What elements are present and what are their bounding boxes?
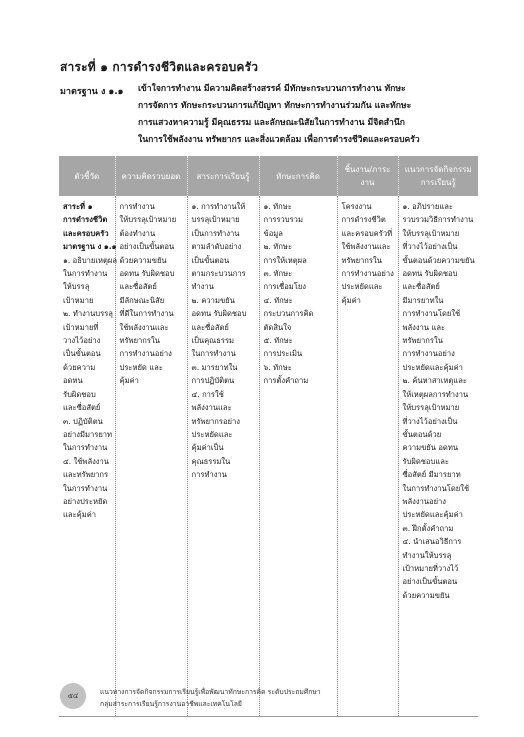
header-activities: [398, 156, 478, 196]
header-text: การเรียนรู้: [214, 171, 250, 181]
cell-line: การทำงานอย่าง: [341, 269, 394, 279]
cell-line: ในการทำงานโดยใช้: [402, 483, 470, 493]
cell-line: ประหยัดและคุ้มค่า: [402, 362, 463, 372]
cell-line: ประหยัดและ: [191, 429, 233, 439]
cell-line: และครอบครัวที่: [341, 228, 393, 238]
cell-line: ๒. ทำงานบรรลุ: [63, 309, 113, 319]
cell-line: การทำงาน: [191, 470, 227, 480]
standard-line: การแสวงหาความรู้ มีคุณธรรม และลักษณะนิสัยในการทำงาน มีจิตสำนึก: [138, 118, 405, 128]
cell-line: การดำรงชีวิต: [341, 215, 386, 225]
cell-line: ขั้นตอนด้วยความขยัน: [402, 255, 475, 265]
cell-line: ให้เหตุผลการทำงาน: [402, 389, 469, 399]
cell-line: พลังงานอย่าง: [402, 496, 447, 506]
cell-line: มีลักษณะนิสัย: [119, 295, 165, 305]
cell-line: และซื่อสัตย์: [402, 282, 440, 292]
strand-title: สาระที่ ๑ การดำรงชีวิตและครอบครัว: [60, 60, 259, 74]
cell-line: ๒. ความขยัน: [191, 295, 235, 305]
cell-line: อดทน รับผิดชอบ: [402, 269, 458, 279]
cell-line: ๑. อธิบายเหตุผล: [63, 255, 118, 265]
cell-line: เป็นขั้นตอน: [191, 255, 230, 265]
cell-line: ให้บรรลุเป้าหมาย: [402, 403, 460, 413]
cell-line: การทำงานอย่าง: [402, 349, 455, 359]
cell-line: ที่ดีในการทำงาน: [119, 309, 174, 319]
cell-line: ข้อมูล: [263, 228, 283, 238]
cell-line: ทรัพยากรใน: [341, 255, 382, 265]
cell-line: สาระที่ ๑: [63, 202, 93, 211]
standard-label: มาตรฐาน ง ๑.๑: [60, 87, 124, 97]
cell-line: ใช้พลังงานและ: [119, 322, 169, 332]
cell-line: มาตรฐาน ง ๑.๑: [63, 242, 117, 252]
cell-line: ด้วยความขยัน: [402, 590, 450, 600]
cell-line: ให้บรรลุเป้าหมาย: [402, 228, 460, 238]
cell-line: วางไว้อย่าง: [63, 336, 101, 346]
cell-line: ๑. การทำงานให้: [191, 202, 246, 211]
cell-line: การเชื่อมโยง: [263, 282, 306, 292]
header-learning-content: [187, 156, 259, 196]
header-text: ภาระงาน: [360, 165, 391, 187]
cell-line: อย่างประหยัด: [63, 496, 108, 506]
header-workpiece: [337, 156, 398, 196]
cell-line: ตามกระบวนการ: [191, 269, 246, 279]
cell-line: ความขยัน อดทน: [402, 443, 459, 453]
cell-line: พลังงาน และ: [402, 322, 446, 332]
cell-line: ใช้พลังงานและ: [341, 242, 391, 252]
cell-line: เป็นการทำงาน: [191, 228, 240, 238]
cell-line: ทรัพยากรใน: [402, 336, 443, 346]
cell-line: ๒. ทักษะ: [263, 242, 293, 252]
cell-line: อย่างเป็นขั้นตอน: [402, 577, 458, 587]
curriculum-table: [59, 156, 478, 717]
cell-line: ในการทำงาน: [191, 349, 236, 359]
cell-line: ๒. ค้นหาสาเหตุและ: [402, 376, 467, 386]
cell-line: ที่วางไว้อย่างเป็น: [402, 242, 458, 252]
learning-content-cell: [187, 196, 259, 717]
cell-line: ซื่อสัตย์ มีมารยาท: [402, 470, 461, 480]
activities-cell: [398, 196, 478, 717]
header-thinking-skills: [259, 156, 337, 196]
cell-line: ๖. ทักษะ: [263, 362, 292, 372]
cell-line: ในการทำงาน: [63, 443, 108, 453]
cell-line: อย่างเป็นขั้นตอน: [119, 242, 175, 252]
cell-line: และซื่อสัตย์: [191, 322, 229, 332]
cell-line: บรรลุเป้าหมาย: [191, 215, 240, 225]
cell-line: เป็นคุณธรรม: [191, 336, 235, 346]
cell-line: ในการทำงาน: [63, 269, 108, 279]
cell-line: การทำงานโดยใช้: [402, 309, 461, 319]
cell-line: ๑. อภิปรายและ: [402, 202, 453, 211]
cell-line: ประหยัด และ: [119, 362, 163, 372]
header-text: สาระ: [196, 171, 215, 181]
cell-line: รับผิดชอบ: [63, 389, 96, 399]
cell-line: การปฏิบัติตน: [191, 376, 235, 386]
cell-line: ๓. ทักษะ: [263, 269, 293, 279]
cell-line: โครงงาน: [341, 202, 372, 211]
cell-line: ที่วางไว้อย่างเป็น: [402, 416, 458, 426]
cell-line: ทรัพยากรใน: [119, 336, 160, 346]
workpiece-cell: [337, 196, 398, 717]
cell-line: และครอบครัว: [63, 228, 109, 238]
cell-line: ๓. ฝึกตั้งคำถาม: [402, 523, 454, 533]
header-text: แนวการจัด: [404, 165, 444, 174]
concept-cell: [115, 196, 187, 717]
cell-line: คุ้มค่า: [341, 295, 361, 305]
footer-line: กลุ่มสาระการเรียนรู้การงานอาชีพและเทคโนโลยี: [100, 700, 242, 708]
standard-line: ในการใช้พลังงาน ทรัพยากร และสิ่งแวดล้อม เพื่อการดำรงชีวิตและครอบครัว: [138, 135, 420, 145]
cell-line: และคุ้มค่า: [63, 510, 97, 520]
cell-line: ด้วยความ: [63, 362, 96, 372]
cell-line: เป้าหมายที่วางไว้: [402, 563, 459, 573]
cell-line: ๔. ใช้พลังงาน: [63, 456, 109, 466]
cell-line: ตัดสินใจ: [263, 322, 292, 332]
standard-line: การจัดการ ทักษะกระบวนการแก้ปัญหา ทักษะการทำงานร่วมกัน และทักษะ: [138, 101, 412, 111]
cell-line: ในการทำงาน: [63, 483, 108, 493]
cell-line: เป้าหมายที่: [63, 322, 99, 332]
cell-line: มีมารยาทใน: [402, 295, 444, 305]
header-text: ความคิด: [121, 171, 152, 181]
cell-line: ทำงาน: [191, 282, 214, 292]
header-text: รวบยอด: [151, 171, 181, 181]
cell-line: การให้เหตุผล: [263, 255, 307, 265]
cell-line: การทำงานอย่าง: [119, 349, 172, 359]
cell-line: ขั้นตอนด้วย: [402, 429, 442, 439]
table-header-row: [59, 156, 478, 196]
cell-line: การทำงาน: [119, 202, 155, 211]
cell-line: และทรัพยากร: [63, 470, 109, 480]
cell-line: การรวบรวม: [263, 215, 303, 225]
header-text: ตัวชี้วัด: [74, 171, 100, 181]
cell-line: และซื่อสัตย์: [63, 403, 101, 413]
cell-line: ๔. การใช้: [191, 389, 224, 399]
cell-line: ให้บรรลุ: [63, 282, 90, 292]
page-number: ๕๔: [60, 683, 86, 709]
cell-line: คุ้มค่าเป็น: [191, 443, 224, 453]
thinking-skills-cell: [259, 196, 337, 717]
standard-description: [138, 81, 473, 149]
cell-line: รวบรวมวิธีการทำงาน: [402, 215, 474, 225]
cell-line: ๑. ทักษะ: [263, 202, 292, 211]
header-text: ชิ้นงาน/: [344, 165, 373, 174]
cell-line: คุณธรรมใน: [191, 456, 231, 466]
cell-line: ประหยัดและคุ้มค่า: [402, 510, 463, 520]
cell-line: อดทน รับผิดชอบ: [119, 269, 175, 279]
table-row: [59, 196, 478, 717]
cell-line: อย่างมีมารยาท: [63, 429, 113, 439]
cell-line: คุ้มค่า: [119, 376, 139, 386]
cell-line: และซื่อสัตย์: [119, 282, 157, 292]
standard-line: เข้าใจการทำงาน มีความคิดสร้างสรรค์ มีทักษะกระบวนการทำงาน ทักษะ: [138, 84, 406, 94]
cell-line: ๔. นำเสนอวิธีการ: [402, 537, 462, 547]
cell-line: ประหยัดและ: [341, 282, 383, 292]
cell-line: การตั้งคำถาม: [263, 376, 309, 386]
cell-line: ๔. ทักษะ: [263, 295, 293, 305]
header-indicator: [59, 156, 115, 196]
footer-line: แนวทางการจัดกิจกรรมการเรียนรู้เพื่อพัฒนาทักษะการคิด ระดับประถมศึกษา: [100, 688, 321, 696]
cell-line: ด้วยความขยัน: [119, 255, 167, 265]
cell-line: ๕. ทักษะ: [263, 336, 293, 346]
cell-line: ต้องทำงาน: [119, 228, 156, 238]
cell-line: ทรัพยากรอย่าง: [191, 416, 240, 426]
cell-line: ทำงานให้บรรลุ: [402, 550, 452, 560]
cell-line: พลังงานและ: [191, 403, 232, 413]
header-text: ทักษะการคิด: [276, 171, 320, 181]
cell-line: ให้บรรลุเป้าหมาย: [119, 215, 177, 225]
cell-line: ตามลำดับอย่าง: [191, 242, 242, 252]
cell-line: อดทน: [63, 376, 83, 386]
cell-line: อดทน รับผิดชอบ: [191, 309, 247, 319]
cell-line: ๓. มารยาทใน: [191, 362, 238, 372]
cell-line: เป็นขั้นตอน: [63, 349, 101, 359]
cell-line: กระบวนการคิด: [263, 309, 314, 319]
header-text: กิจกรรมการเรียนรู้: [420, 165, 472, 187]
footer-text: [100, 686, 321, 710]
cell-line: เป้าหมาย: [63, 295, 94, 305]
cell-line: ๓. ปฏิบัติตน: [63, 416, 103, 426]
cell-line: รับผิดชอบและ: [402, 456, 449, 466]
cell-line: การดำรงชีวิต: [63, 215, 108, 225]
header-concept: [115, 156, 187, 196]
cell-line: การประเมิน: [263, 349, 303, 359]
indicator-cell: [59, 196, 118, 717]
